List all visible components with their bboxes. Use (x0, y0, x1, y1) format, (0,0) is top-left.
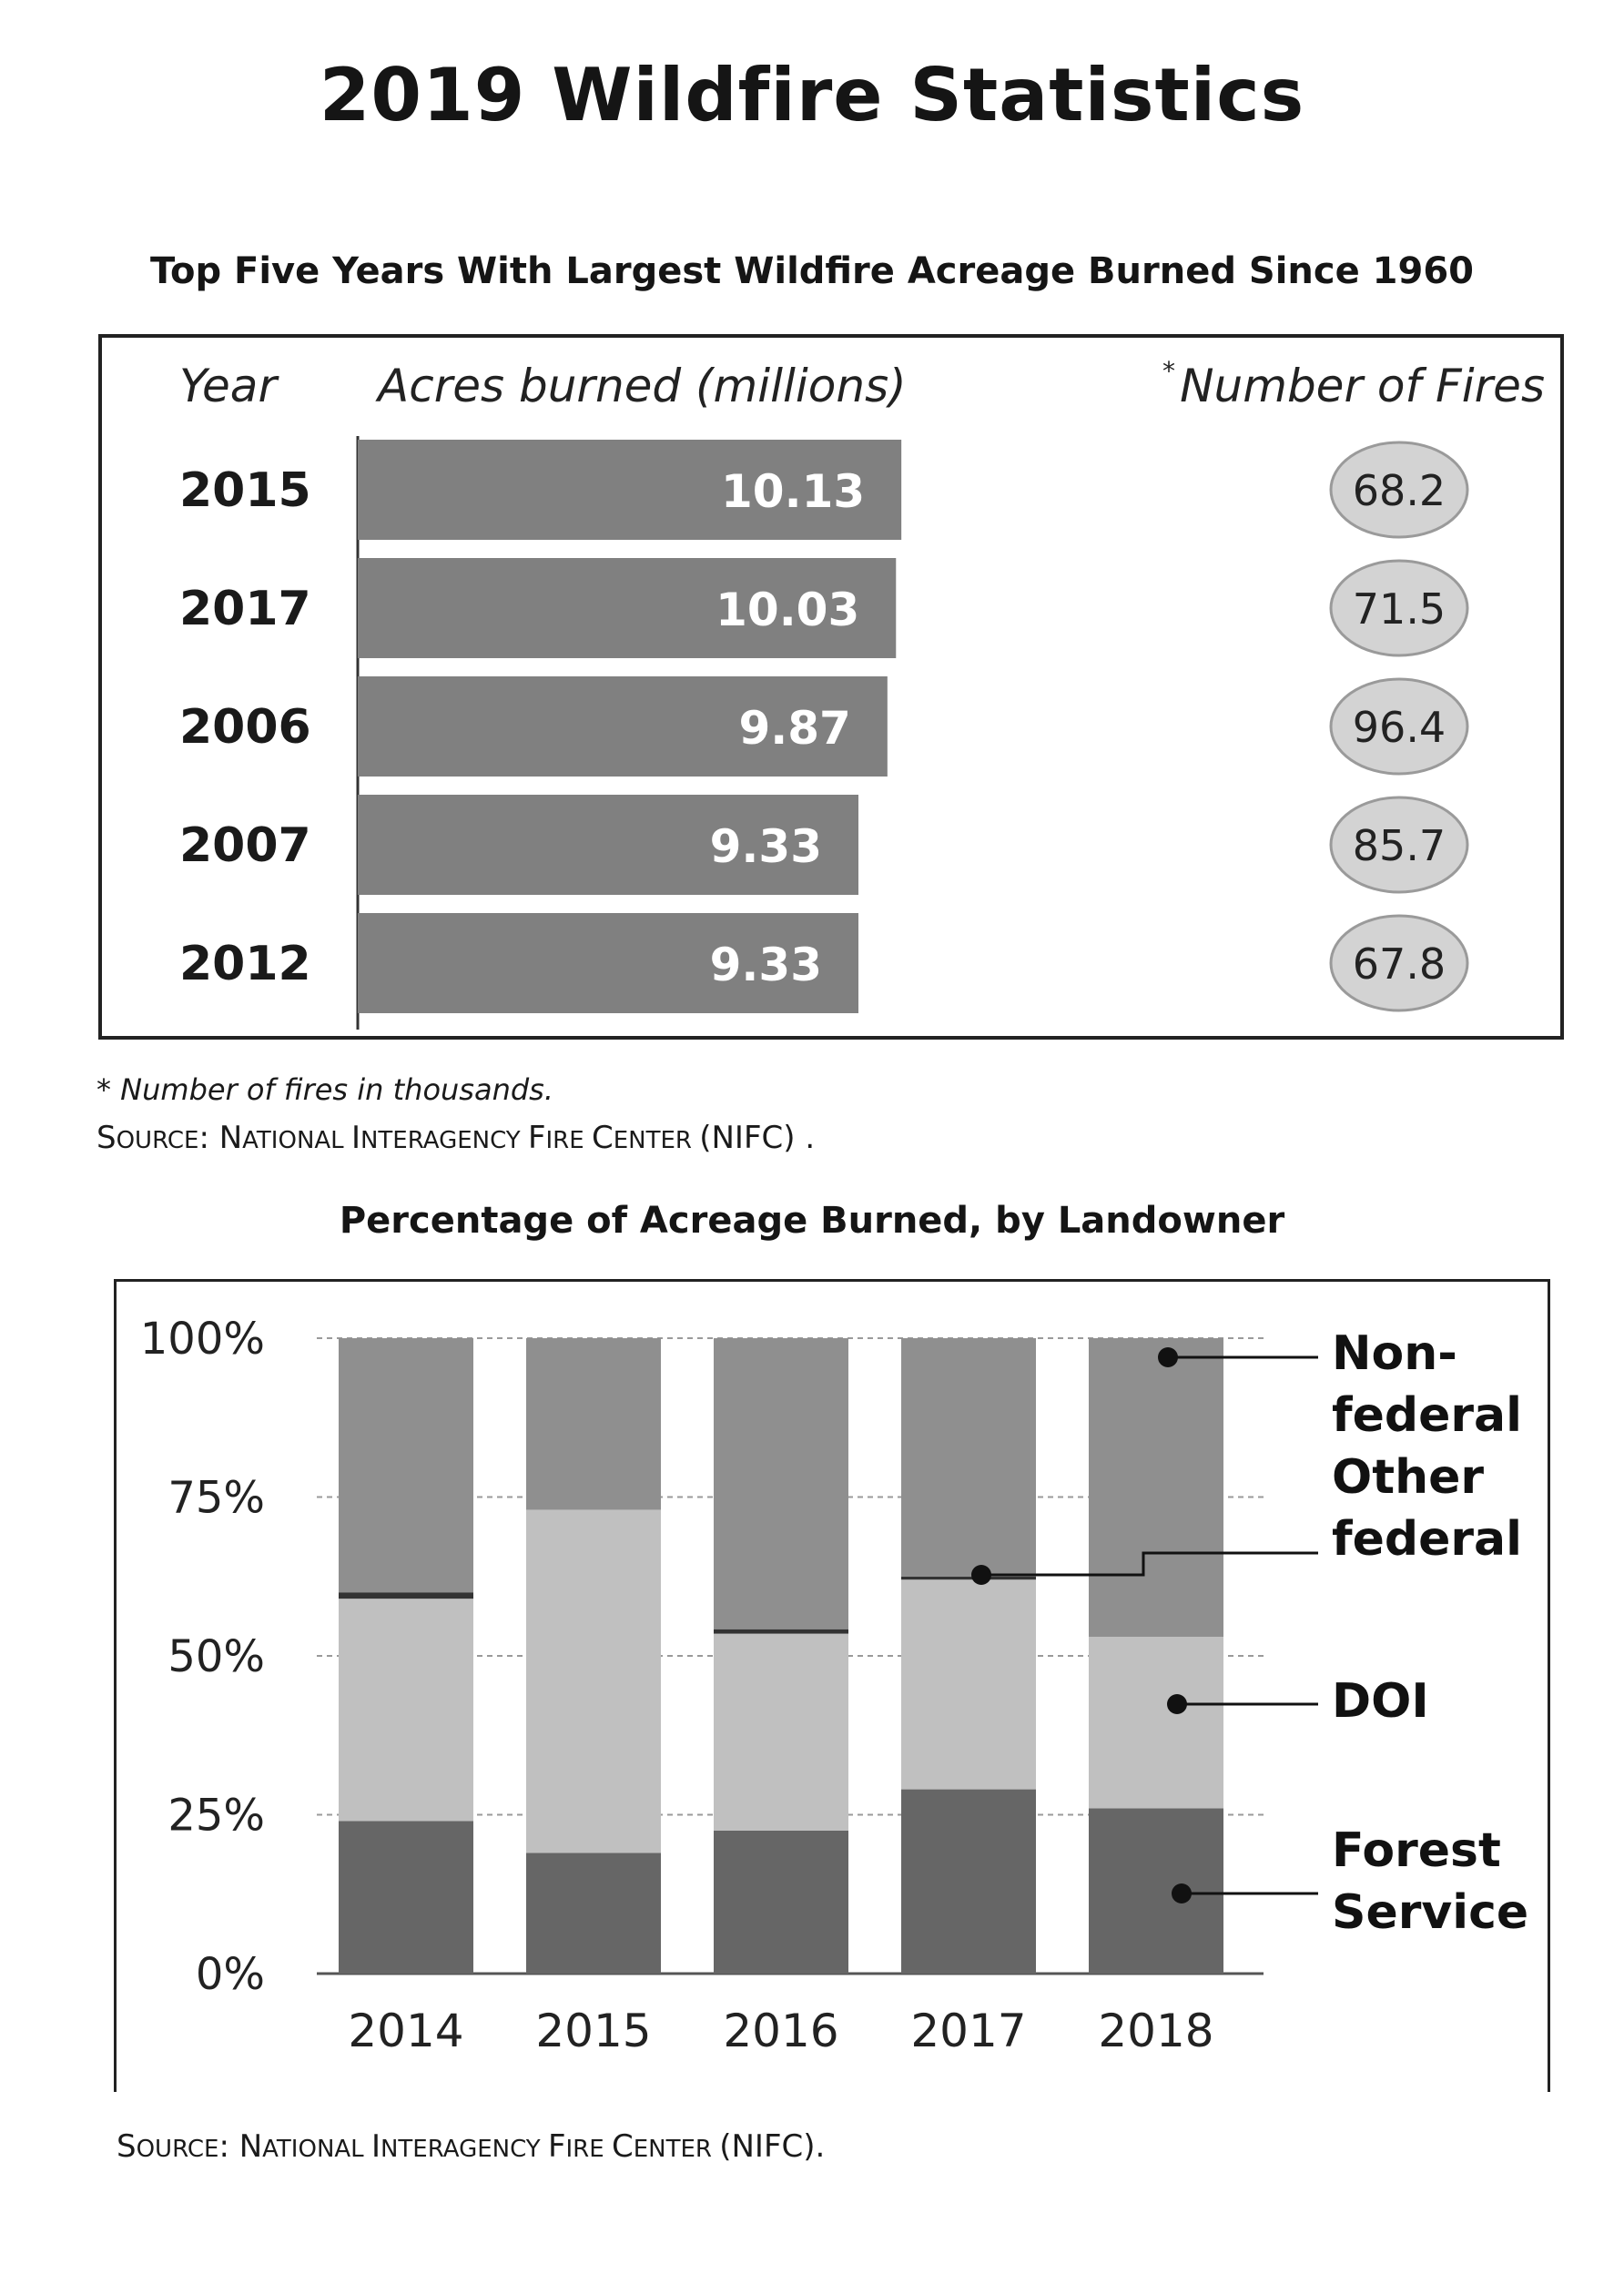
y-tick-75: 75% (167, 1472, 265, 1524)
segment-non-federal-2014 (339, 1338, 473, 1592)
year-label-2015: 2015 (179, 463, 311, 518)
fires-footnote: * Number of fires in thousands. (96, 1072, 554, 1107)
acreage-row-2012 (179, 913, 1467, 1013)
x-axis-ticks (348, 2005, 1213, 2057)
acreage-chart-title: Top Five Years With Largest Wildfire Acreage Burned Since 1960 (150, 250, 1474, 292)
legend-item-3 (1172, 1823, 1528, 1940)
y-tick-25: 25% (167, 1790, 265, 1842)
stacked-bars (339, 1338, 1223, 1974)
stacked-bar-2015 (526, 1338, 661, 1974)
x-tick-2015: 2015 (535, 2005, 652, 2057)
segment-non-federal-2017 (901, 1338, 1036, 1577)
acreage-row-2017 (179, 558, 1467, 658)
legend-label: Service (1332, 1885, 1529, 1940)
x-tick-2017: 2017 (910, 2005, 1027, 2057)
segment-doi-2016 (714, 1634, 848, 1831)
acres-column-header: Acres burned (millions) (378, 360, 907, 412)
segment-other-federal-2014 (339, 1592, 473, 1599)
segment-forest-service-2016 (714, 1831, 848, 1974)
segment-forest-service-2018 (1089, 1809, 1223, 1974)
acreage-value-2012: 9.33 (709, 939, 823, 991)
segment-doi-2014 (339, 1599, 473, 1821)
segment-forest-service-2015 (526, 1853, 661, 1974)
stacked-bar-2018 (1089, 1338, 1223, 1974)
stacked-bar-2014 (339, 1338, 473, 1974)
segment-non-federal-2018 (1089, 1338, 1223, 1637)
acreage-source: SOURCE: NATIONAL INTERAGENCY FIRE CENTER (NIFC) . (96, 1120, 816, 1156)
fires-value-2015: 68.2 (1352, 466, 1446, 515)
legend-label: federal (1332, 1388, 1522, 1443)
landowner-chart-frame (114, 1279, 1550, 2092)
acreage-chart-frame (98, 334, 1564, 1040)
acreage-value-2015: 10.13 (721, 465, 866, 518)
acreage-row-2006 (179, 676, 1467, 777)
year-label-2007: 2007 (179, 818, 311, 873)
acreage-row-2015 (179, 440, 1467, 540)
landowner-chart-title: Percentage of Acreage Burned, by Landowner (339, 1200, 1285, 1242)
year-label-2012: 2012 (179, 937, 311, 991)
y-axis-ticks (140, 1314, 265, 2000)
acreage-rows (179, 440, 1467, 1013)
fires-value-2017: 71.5 (1352, 584, 1446, 634)
fires-asterisk: * (1162, 356, 1175, 386)
landowner-source: SOURCE: NATIONAL INTERAGENCY FIRE CENTER (NIFC). (117, 2128, 826, 2165)
segment-forest-service-2017 (901, 1790, 1036, 1974)
legend-dot (1167, 1694, 1187, 1714)
acreage-value-2017: 10.03 (716, 584, 860, 636)
segment-doi-2015 (526, 1509, 661, 1853)
x-tick-2014: 2014 (348, 2005, 464, 2057)
year-label-2006: 2006 (179, 700, 311, 755)
legend-label: Other (1332, 1450, 1484, 1505)
segment-doi-2017 (901, 1579, 1036, 1789)
acreage-bar-chart (102, 338, 1560, 1036)
fires-value-2006: 96.4 (1352, 703, 1446, 752)
legend-label: federal (1332, 1512, 1522, 1567)
legend-item-1 (971, 1450, 1522, 1585)
segment-doi-2018 (1089, 1637, 1223, 1808)
y-tick-100: 100% (139, 1314, 265, 1365)
segment-other-federal-2016 (714, 1629, 848, 1634)
legend-label: Forest (1332, 1823, 1501, 1878)
segment-non-federal-2016 (714, 1338, 848, 1629)
legend-dot (1158, 1347, 1178, 1367)
segment-forest-service-2014 (339, 1821, 473, 1974)
fires-value-2007: 85.7 (1352, 821, 1446, 870)
fires-value-2012: 67.8 (1352, 939, 1446, 989)
legend-label: DOI (1332, 1674, 1429, 1729)
stacked-bar-2017 (901, 1338, 1036, 1974)
year-label-2017: 2017 (179, 582, 311, 636)
year-column-header: Year (179, 360, 278, 412)
x-tick-2018: 2018 (1098, 2005, 1214, 2057)
acreage-row-2007 (179, 795, 1467, 895)
segment-other-federal-2017 (901, 1577, 1036, 1579)
page-title: 2019 Wildfire Statistics (319, 53, 1305, 137)
landowner-stacked-chart (117, 1282, 1548, 2092)
x-tick-2016: 2016 (723, 2005, 839, 2057)
fires-column-header: Number of Fires (1180, 360, 1545, 412)
stacked-bar-2016 (714, 1338, 848, 1974)
acreage-value-2006: 9.87 (738, 702, 851, 755)
y-tick-0: 0% (195, 1949, 265, 2000)
y-tick-50: 50% (167, 1631, 265, 1682)
acreage-value-2007: 9.33 (709, 820, 823, 873)
legend-label: Non- (1332, 1326, 1457, 1381)
segment-non-federal-2015 (526, 1338, 661, 1509)
legend-dot (1172, 1883, 1192, 1903)
legend (971, 1326, 1528, 1940)
legend-dot (971, 1565, 991, 1585)
